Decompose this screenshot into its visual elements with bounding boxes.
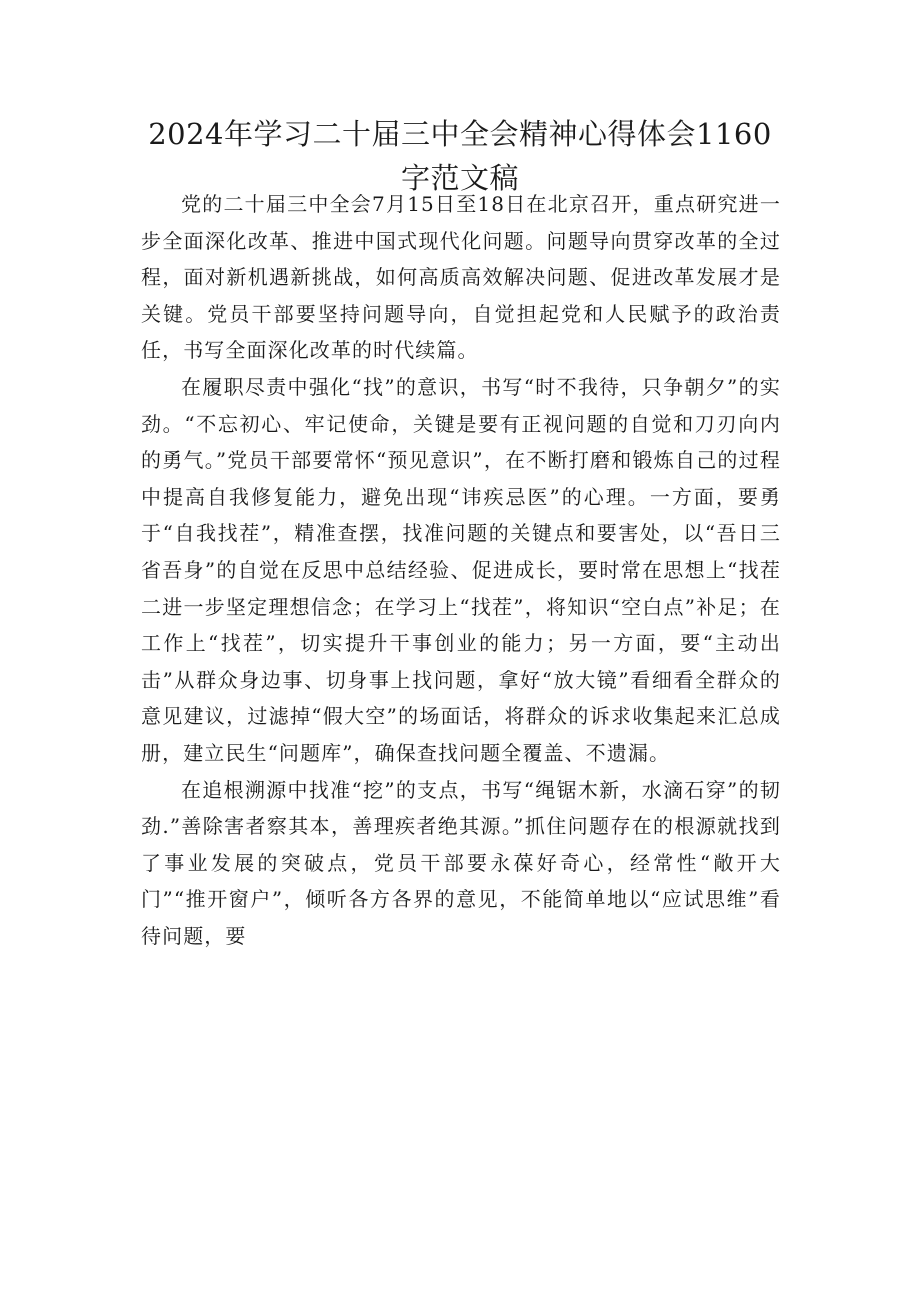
paragraph-2: 在履职尽责中强化“找”的意识，书写“时不我待，只争朝夕”的实劲。“不忘初心、牢记使命，关键是要有正视问题的自觉和刀刃向内的勇气。”党员干部要常怀“预见意识”，在不断打磨和锻炼自己的过程中提高自我修复能力，避免出现“讳疾忌医”的心理。一方面，要勇于“自我找茬”，精准查摆，找准问题的关键点和要害处，以“吾日三省吾身”的自觉在反思中总结经验、促进成长，要时常在思想上“找茬二进一步坚定理想信念；在学习上“找茬”，将知识“空白点”补足；在工作上“找茬”，切实提升干事创业的能力；另一方面，要“主动出击”从群众身边事、切身事上找问题，拿好“放大镜”看细看全群众的意见建议，过滤掉“假大空”的场面话，将群众的诉求收集起来汇总成册，建立民生“问题库”，确保查找问题全覆盖、不遗漏。 [141,374,781,765]
paragraph-3: 在追根溯源中找准“挖”的支点，书写“绳锯木新，水滴石穿”的韧劲.”善除害者察其本，善理疾者绝其源。”抓住问题存在的根源就找到了事业发展的突破点，党员干部要永葆好奇心，经常性“敞开大门”“推开窗户”，倾听各方各界的意见，不能简单地以“应试思维”看待问题，要 [141,777,781,948]
document-title: 2024年学习二十届三中全会精神心得体会1160字范文稿 [148,117,772,195]
paragraph-1: 党的二十届三中全会7月15日至18日在北京召开，重点研究进一步全面深化改革、推进中国式现代化问题。问题导向贯穿改革的全过程，面对新机遇新挑战，如何高质高效解决问题、促进改革发展才是关键。党员干部要坚持问题导向，自觉担起党和人民赋予的政治责任，书写全面深化改革的时代续篇。 [141,192,781,363]
document-body [141,186,781,954]
